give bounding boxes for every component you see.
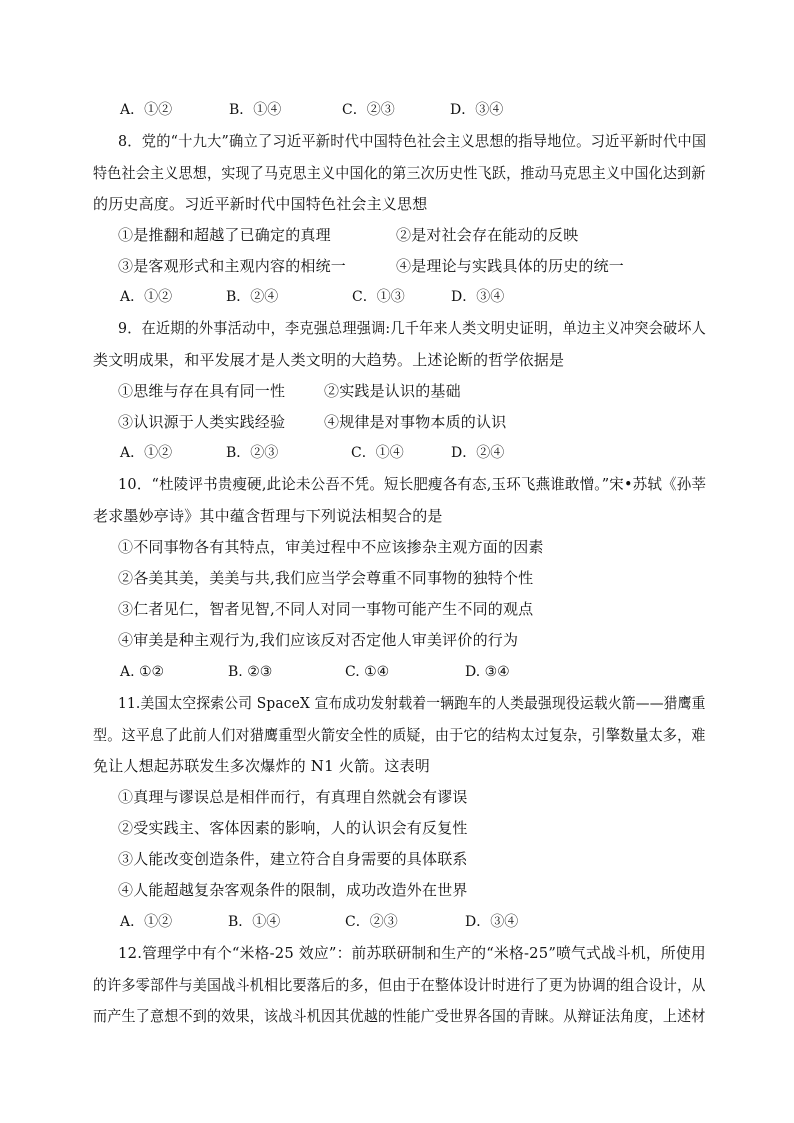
question-stem-line: 9．在近期的外事活动中，李克强总理强调:几千年来人类文明史证明，单边主义冲突会破坏人 xyxy=(118,319,707,337)
question-stem-line: 的许多零部件与美国战斗机相比要落后的多，但由于在整体设计时进行了更为协调的组合设计，从 xyxy=(93,976,706,994)
question-stem-line: 老求墨妙亭诗》其中蕴含哲理与下列说法相契合的是 xyxy=(93,507,443,525)
option-3: ③认识源于人类实践经验 xyxy=(118,413,286,431)
answer-choice-b: B．②④ xyxy=(226,289,279,305)
option-1: ①思维与存在具有同一性 xyxy=(118,382,286,400)
answer-choice-d: D．②④ xyxy=(451,445,505,461)
option-3: ③是客观形式和主观内容的相统一 xyxy=(118,257,347,275)
answer-choice-c: C. ①④ xyxy=(345,664,390,680)
answer-choice-b: B．②③ xyxy=(226,445,279,461)
answer-choice-a: A．①② xyxy=(120,102,173,118)
option-1: ①真理与谬误总是相伴而行，有真理自然就会有谬误 xyxy=(118,788,468,806)
option-2: ②实践是认识的基础 xyxy=(324,382,461,400)
option-4: ④审美是种主观行为,我们应该反对否定他人审美评价的行为 xyxy=(118,631,519,649)
answer-choice-b: B．①④ xyxy=(228,914,281,930)
answer-choice-d: D. ③④ xyxy=(465,664,510,680)
question-stem-line: 而产生了意想不到的效果，该战斗机因其优越的性能广受世界各国的青睐。从辩证法角度，上述材 xyxy=(93,1007,706,1025)
question-stem-line: 免让人想起苏联发生多次爆炸的 N1 火箭。这表明 xyxy=(93,757,431,775)
option-1: ①不同事物各有其特点，审美过程中不应该掺杂主观方面的因素 xyxy=(118,538,544,556)
answer-choice-d: D．③④ xyxy=(451,289,505,305)
answer-choice-a: A．①② xyxy=(120,445,173,461)
question-stem-line: 12.管理学中有个“米格-25 效应”：前苏联研制和生产的“米格-25”喷气式战斗机，所使用 xyxy=(118,944,706,962)
question-stem-line: 类文明成果，和平发展才是人类文明的大趋势。上述论断的哲学依据是 xyxy=(93,351,565,369)
question-stem-line: 10．“杜陵评书贵瘦硬,此论未公吾不凭。短长肥瘦各有态,玉环飞燕谁敢憎。”宋•苏轼《孙莘 xyxy=(118,475,707,493)
answer-choice-c: C．②③ xyxy=(345,914,398,930)
answer-choice-b: B. ②③ xyxy=(228,664,273,680)
answer-choice-c: C．①④ xyxy=(351,445,404,461)
option-3: ③仁者见仁，智者见智,不同人对同一事物可能产生不同的观点 xyxy=(118,600,534,618)
option-1: ①是推翻和超越了已确定的真理 xyxy=(118,226,331,244)
option-3: ③人能改变创造条件，建立符合自身需要的具体联系 xyxy=(118,850,468,868)
option-4: ④规律是对事物本质的认识 xyxy=(324,413,507,431)
answer-choice-d: D．③④ xyxy=(465,914,519,930)
answer-choice-a: A. ①② xyxy=(120,664,165,680)
question-stem-line: 型。这平息了此前人们对猎鹰重型火箭安全性的质疑，由于它的结构太过复杂，引擎数量太多，难 xyxy=(93,726,706,744)
option-2: ②是对社会存在能动的反映 xyxy=(396,226,579,244)
option-4: ④是理论与实践具体的历史的统一 xyxy=(396,257,625,275)
answer-choice-c: C．①③ xyxy=(352,289,405,305)
answer-choice-a: A．①② xyxy=(120,914,173,930)
answer-choice-b: B．①④ xyxy=(229,102,282,118)
question-stem-line: 特色社会主义思想，实现了马克思主义中国化的第三次历史性飞跃，推动马克思主义中国化达到新 xyxy=(93,164,706,182)
option-2: ②受实践主、客体因素的影响，人的认识会有反复性 xyxy=(118,819,468,837)
answer-choice-a: A．①② xyxy=(120,289,173,305)
question-stem-line: 8．党的“十九大”确立了习近平新时代中国特色社会主义思想的指导地位。习近平新时代中国 xyxy=(118,132,707,150)
question-stem-line: 的历史高度。习近平新时代中国特色社会主义思想 xyxy=(93,195,428,213)
answer-choice-c: C．②③ xyxy=(342,102,395,118)
option-2: ②各美其美，美美与共,我们应当学会尊重不同事物的独特个性 xyxy=(118,569,534,587)
option-4: ④人能超越复杂客观条件的限制，成功改造外在世界 xyxy=(118,881,468,899)
question-stem-line: 11.美国太空探索公司 SpaceX 宣布成功发射载着一辆跑车的人类最强现役运载火箭——猎鹰重 xyxy=(118,694,706,712)
answer-choice-d: D．③④ xyxy=(450,102,504,118)
